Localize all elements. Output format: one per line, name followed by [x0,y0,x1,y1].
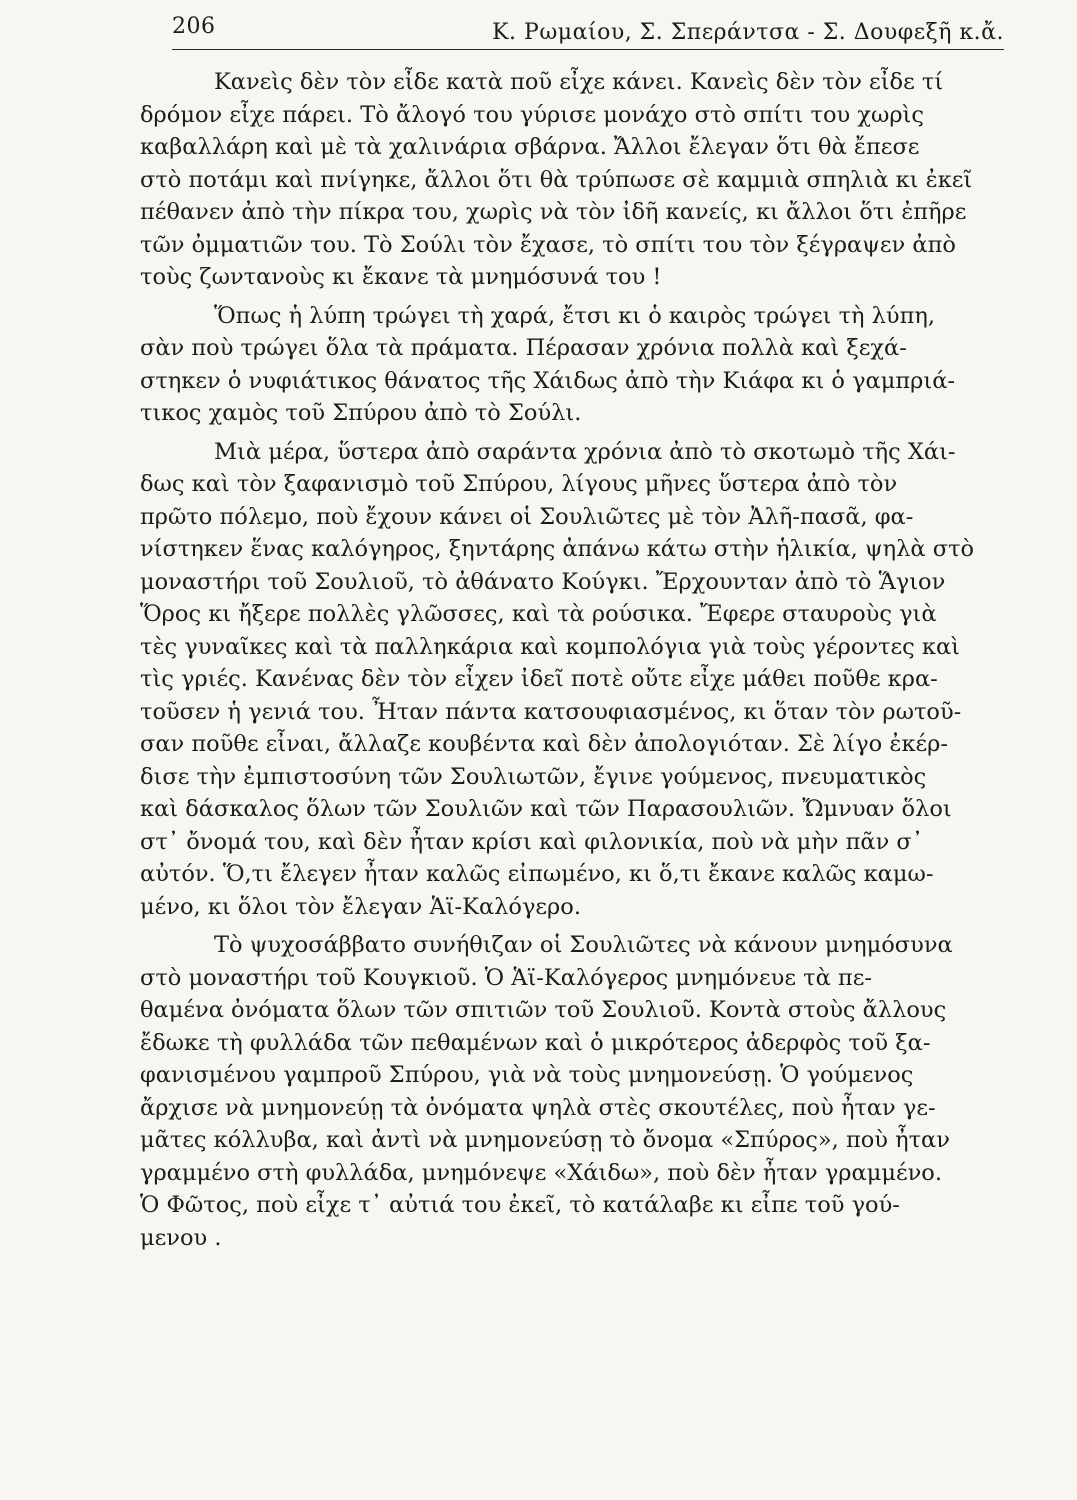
paragraph [140,929,1006,1254]
text-line: μενου . [140,1224,222,1251]
text-line: πέθανεν ἀπὸ τὴν πίκρα του, χωρὶς νὰ τὸν ἰδῆ κανείς, κι ἄλλοι ὅτι ἐπῆρε [140,199,967,225]
text-line: μᾶτες κόλλυβα, καὶ ἀντὶ νὰ μνημονεύσῃ τὸ ὄνομα «Σπύρος», ποὺ ἦταν [140,1127,950,1153]
text-line: γραμμένο στὴ φυλλάδα, μνημόνεψε «Χάιδω», ποὺ δὲν ἦταν γραμμένο. [140,1159,942,1186]
text-line: Τὸ ψυχοσάββατο συνήθιζαν οἱ Σουλιῶτες νὰ κάνουν μνημόσυνα [214,932,953,958]
text-line: τῶν ὀμματιῶν του. Τὸ Σούλι τὸν ἔχασε, τὸ σπίτι του τὸν ξέγραψεν ἀπὸ [140,231,956,258]
text-line: ἄρχισε νὰ μνημονεύῃ τὰ ὀνόματα ψηλὰ στὲς σκουτέλες, ποὺ ἦταν γε- [140,1094,936,1121]
text-line: μένο, κι ὅλοι τὸν ἔλεγαν Ἁϊ-Καλόγερο. [140,893,581,920]
text-line: σαν ποῦθε εἶναι, ἄλλαζε κουβέντα καὶ δὲν ἀπολογιόταν. Σὲ λίγο ἐκέρ- [140,731,949,757]
page-number: 206 [172,14,216,39]
text-line: πρῶτο πόλεμο, ποὺ ἔχουν κάνει οἱ Σουλιῶτες μὲ τὸν Ἀλῆ-πασᾶ, φα- [140,503,914,530]
text-line: Ὁ Φῶτος, ποὺ εἶχε τ᾿ αὐτιά του ἐκεῖ, τὸ κατάλαβε κι εἶπε τοῦ γού- [140,1192,900,1218]
text-line: δως καὶ τὸν ξαφανισμὸ τοῦ Σπύρου, λίγους μῆνες ὕστερα ἀπὸ τὸν [140,471,898,497]
running-head: Κ. Ρωμαίου, Σ. Σπεράντσα - Σ. Δουφεξῆ κ.ἄ. [492,20,1004,45]
body-text [140,66,1006,1254]
text-line: ἔδωκε τὴ φυλλάδα τῶν πεθαμένων καὶ ὁ μικρότερος ἀδερφὸς τοῦ ξα- [140,1029,931,1056]
paragraph [140,66,1006,294]
text-line: Ὅπως ἡ λύπη τρώγει τὴ χαρά, ἔτσι κι ὁ καιρὸς τρώγει τὴ λύπη, [214,302,936,329]
paragraph [140,300,1006,430]
text-line: στ᾿ ὄνομά του, καὶ δὲν ἦταν κρίσι καὶ φιλονικία, ποὺ νὰ μὴν πᾶν σ᾿ [140,828,924,855]
text-line: στὸ μοναστήρι τοῦ Κουγκιοῦ. Ὁ Ἁϊ-Καλόγερος μνημόνευε τὰ πε- [140,964,872,991]
page-header [172,14,1004,48]
text-line: νίστηκεν ἕνας καλόγηρος, ξηντάρης ἀπάνω κάτω στὴν ἡλικία, ψηλὰ στὸ [140,536,975,562]
text-line: καὶ δάσκαλος ὅλων τῶν Σουλιῶν καὶ τῶν Παρασουλιῶν. Ὤμνυαν ὅλοι [140,796,952,822]
text-line: καβαλλάρη καὶ μὲ τὰ χαλινάρια σβάρνα. Ἄλλοι ἔλεγαν ὅτι θὰ ἔπεσε [140,134,920,160]
text-line: θαμένα ὀνόματα ὅλων τῶν σπιτιῶν τοῦ Σουλιοῦ. Κοντὰ στοὺς ἄλλους [140,997,947,1023]
text-line: τὶς γριές. Κανένας δὲν τὸν εἶχεν ἰδεῖ ποτὲ οὔτε εἶχε μάθει ποῦθε κρα- [140,666,938,692]
text-line: δρόμον εἶχε πάρει. Τὸ ἄλογό του γύρισε μονάχο στὸ σπίτι του χωρὶς [140,101,924,128]
text-line: Μιὰ μέρα, ὕστερα ἀπὸ σαράντα χρόνια ἀπὸ τὸ σκοτωμὸ τῆς Χάι- [214,438,956,465]
text-line: αὐτόν. Ὅ,τι ἔλεγεν ἦταν καλῶς εἰπωμένο, κι ὅ,τι ἔκανε καλῶς καμω- [140,861,934,887]
text-line: στηκεν ὁ νυφιάτικος θάνατος τῆς Χάιδως ἀπὸ τὴν Κιάφα κι ὁ γαμπριά- [140,367,956,394]
text-line: φανισμένου γαμπροῦ Σπύρου, γιὰ νὰ τοὺς μνημονεύσῃ. Ὁ γούμενος [140,1062,914,1088]
header-rule [172,49,1004,50]
text-line: μοναστήρι τοῦ Σουλιοῦ, τὸ ἀθάνατο Κούγκι. Ἔρχουνταν ἀπὸ τὸ Ἅγιον [140,568,946,595]
text-line: στὸ ποτάμι καὶ πνίγηκε, ἄλλοι ὅτι θὰ τρύπωσε σὲ καμμιὰ σπηλιὰ κι ἐκεῖ [140,166,973,193]
text-line: δισε τὴν ἐμπιστοσύνη τῶν Σουλιωτῶν, ἔγινε γούμενος, πνευματικὸς [140,763,927,790]
text-line: τὲς γυναῖκες καὶ τὰ παλληκάρια καὶ κομπολόγια γιὰ τοὺς γέροντες καὶ [140,633,960,660]
text-line: Ὅρος κι ἤξερε πολλὲς γλῶσσες, καὶ τὰ ρούσικα. Ἔφερε σταυροὺς γιὰ [140,601,937,627]
text-line: σὰν ποὺ τρώγει ὅλα τὰ πράματα. Πέρασαν χρόνια πολλὰ καὶ ξεχά- [140,335,907,361]
text-line: τικος χαμὸς τοῦ Σπύρου ἀπὸ τὸ Σούλι. [140,400,582,426]
text-line: τοὺς ζωντανοὺς κι ἔκανε τὰ μνημόσυνά του ! [140,264,662,290]
text-line: τοῦσεν ἡ γενιά του. Ἦταν πάντα κατσουφιασμένος, κι ὅταν τὸν ρωτοῦ- [140,698,962,725]
text-line: Κανεὶς δὲν τὸν εἶδε κατὰ ποῦ εἶχε κάνει. Κανεὶς δὲν τὸν εἶδε τί [214,69,944,95]
paragraph [140,436,1006,924]
